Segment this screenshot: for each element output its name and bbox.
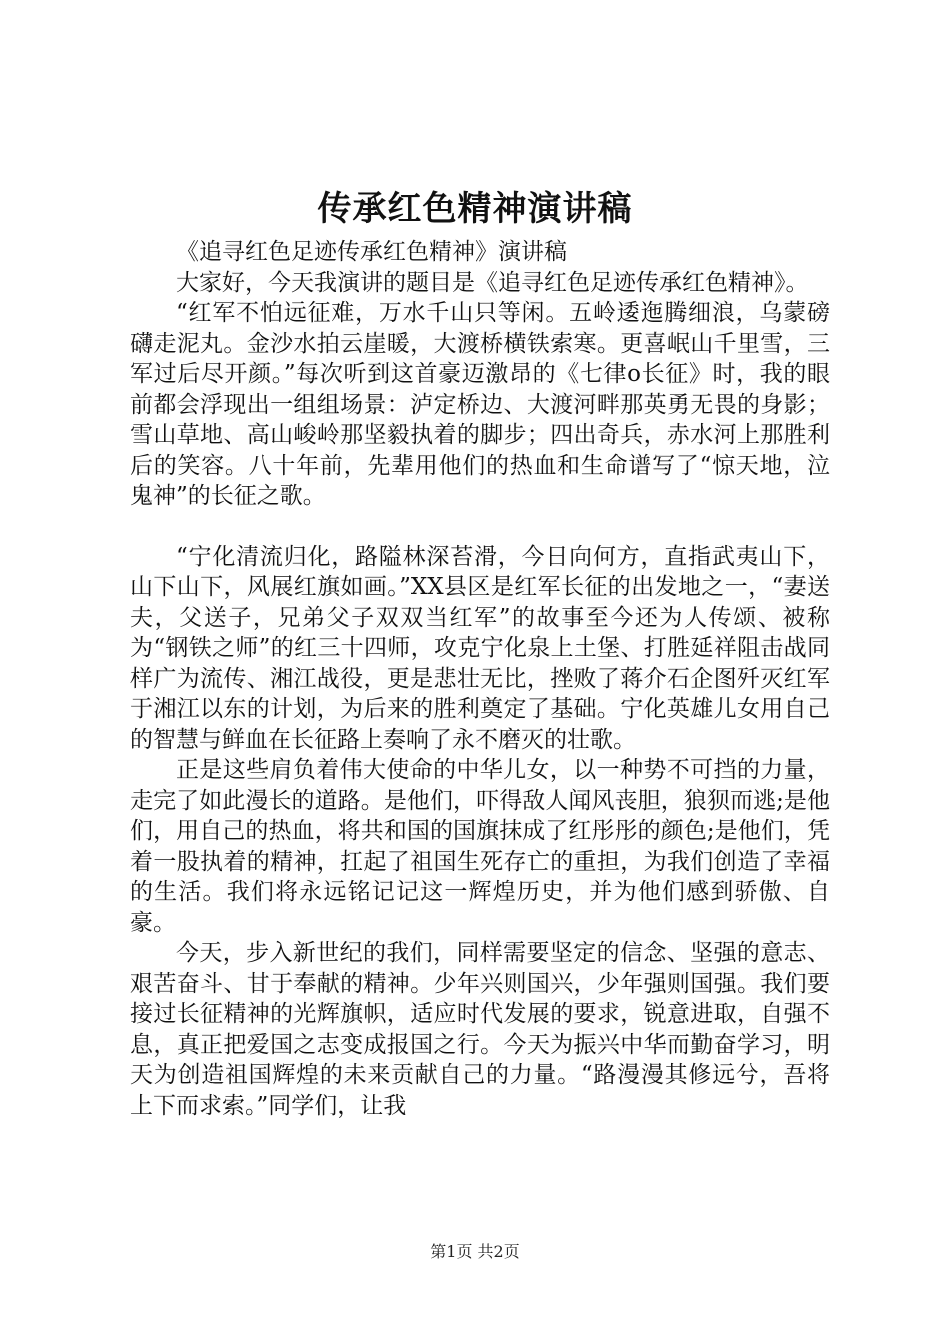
subtitle-paragraph: 《追寻红色足迹传承红色精神》演讲稿 <box>176 239 567 265</box>
heroes-paragraph: 正是这些肩负着伟大使命的中华儿女，以一种势不可挡的力量，走完了如此漫长的道路。是他们，吓得敌人闻风丧胆，狼狈而逃;是他们，用自己的热血，将共和国的国旗抹成了红彤彤的颜色;是他们，凭着一股执着的精神，扛起了祖国生死存亡的重担，为我们创造了幸福的生活。我们将永远铭记记这一辉煌历史，并为他们感到骄傲、自豪。 <box>130 757 830 936</box>
ninghua-paragraph: “宁化清流归化，路隘林深苔滑，今日向何方，直指武夷山下，山下山下，风展红旗如画。”XX县区是红军长征的出发地之一，“妻送夫，父送子，兄弟父子双双当红军”的故事至今还为人传颂、被称为“钢铁之师”的红三十四师，攻克宁化泉上土堡、打胜延祥阻击战同样广为流传、湘江战役，更是悲壮无比，挫败了蒋介石企图歼灭红军于湘江以东的计划，为后来的胜利奠定了基础。宁化英雄儿女用自己的智慧与鲜血在长征路上奏响了永不磨灭的壮歌。 <box>130 543 830 753</box>
greeting-paragraph: 大家好，今天我演讲的题目是《追寻红色足迹传承红色精神》。 <box>176 269 809 296</box>
poem-paragraph: “红军不怕远征难，万水千山只等闲。五岭逶迤腾细浪，乌蒙磅礴走泥丸。金沙水拍云崖暖，大渡桥横铁索寒。更喜岷山千里雪，三军过后尽开颜。”每次听到这首豪迈激昂的《七律o长征》时，我的眼前都会浮现出一组组场景：泸定桥边、大渡河畔那英勇无畏的身影；雪山草地、高山峻岭那坚毅执着的脚步；四出奇兵，赤水河上那胜利后的笑容。八十年前，先辈用他们的热血和生命谱写了“惊天地，泣鬼神”的长征之歌。 <box>130 300 830 509</box>
document-body <box>130 237 830 1121</box>
document-title: 传承红色精神演讲稿 <box>317 189 633 229</box>
page-number-footer: 第1页 共2页 <box>430 1242 520 1261</box>
today-paragraph: 今天，步入新世纪的我们，同样需要坚定的信念、坚强的意志、艰苦奋斗、甘于奉献的精神。少年兴则国兴，少年强则国强。我们要接过长征精神的光辉旗帜，适应时代发展的要求，锐意进取，自强不息，真正把爱国之志变成报国之行。今天为振兴中华而勤奋学习，明天为创造祖国辉煌的未来贡献自己的力量。“路漫漫其修远兮，吾将上下而求索。”同学们，让我 <box>130 940 830 1119</box>
